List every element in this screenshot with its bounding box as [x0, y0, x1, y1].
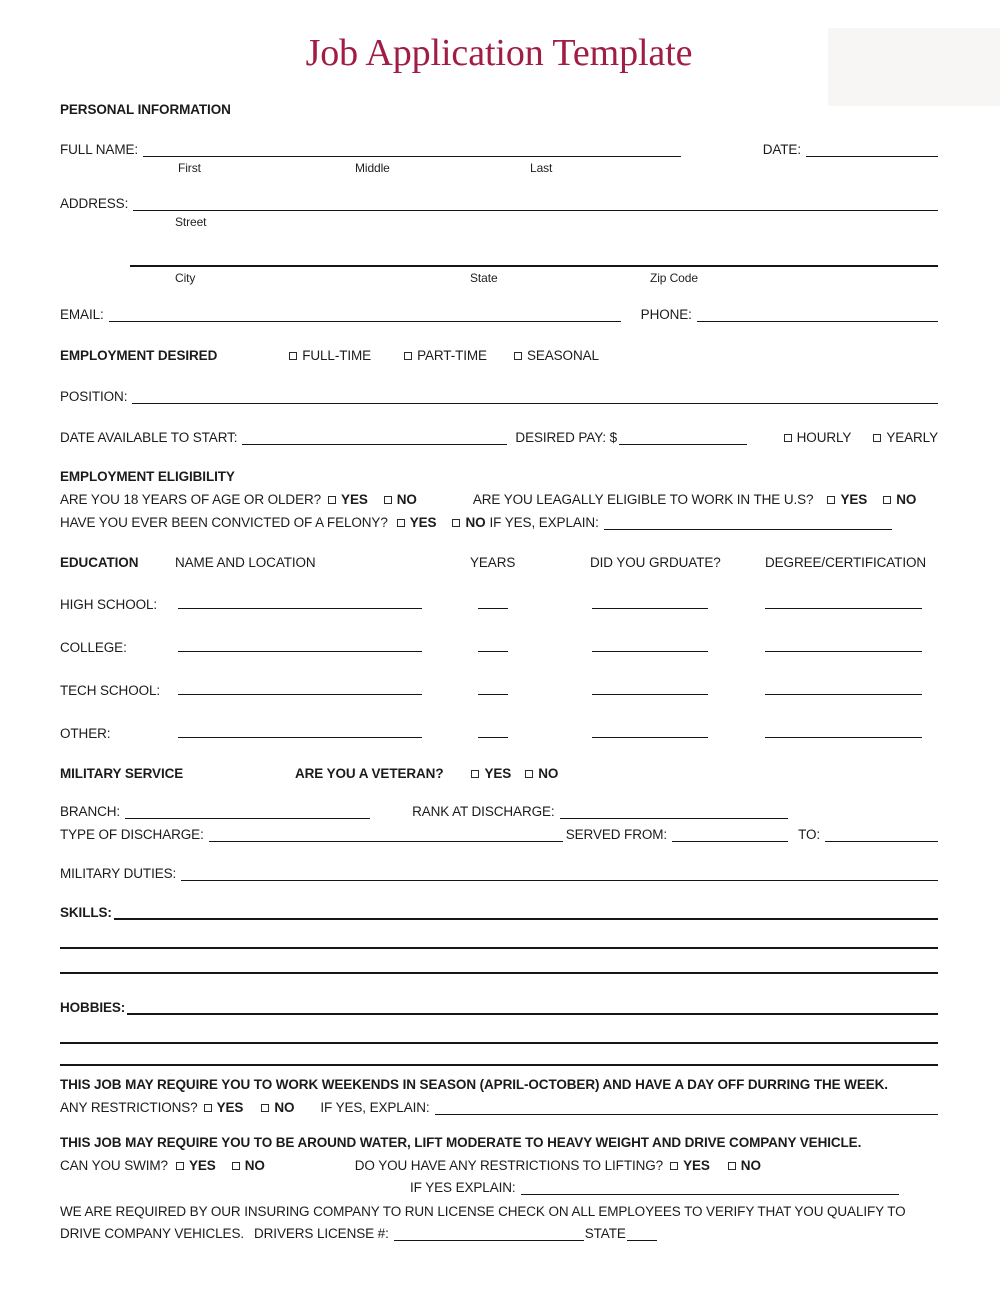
- yearly-option[interactable]: [873, 430, 938, 445]
- employment-desired-heading: EMPLOYMENT DESIRED: [60, 347, 218, 363]
- age-yes-label: YES: [341, 491, 368, 507]
- address-line2-field[interactable]: [130, 265, 938, 267]
- highschool-name-field[interactable]: [178, 595, 422, 609]
- swim-yes-label: YES: [188, 1157, 216, 1173]
- hobbies-field-line1[interactable]: [127, 1000, 938, 1015]
- restrictions-question: ANY RESTRICTIONS?: [60, 1099, 198, 1115]
- date-label: DATE:: [762, 141, 801, 157]
- lifting-yes-label: YES: [683, 1157, 710, 1173]
- served-from-label: SERVED FROM:: [565, 826, 668, 842]
- license-state-field[interactable]: [627, 1227, 657, 1241]
- age-question: ARE YOU 18 YEARS OF AGE OR OLDER?: [60, 491, 322, 507]
- work-no-option[interactable]: [883, 492, 916, 507]
- parttime-checkbox[interactable]: [404, 352, 412, 360]
- position-label: POSITION:: [60, 388, 128, 404]
- veteran-yes-checkbox[interactable]: [471, 770, 479, 778]
- veteran-no-option[interactable]: [525, 766, 558, 781]
- seasonal-label: SEASONAL: [526, 347, 599, 363]
- address-label: ADDRESS:: [60, 195, 129, 211]
- restrictions-yes-label: YES: [216, 1099, 244, 1115]
- felony-explain-field[interactable]: [604, 516, 892, 530]
- education-col-graduate: DID YOU GRDUATE?: [590, 554, 721, 570]
- techschool-graduate-field[interactable]: [592, 681, 708, 695]
- date-field[interactable]: [806, 143, 938, 157]
- age-no-label: NO: [396, 491, 417, 507]
- served-from-field[interactable]: [672, 828, 788, 842]
- yearly-checkbox[interactable]: [873, 434, 881, 442]
- page-title: Job Application Template: [305, 32, 693, 74]
- military-heading: MILITARY SERVICE: [60, 765, 184, 781]
- branch-label: BRANCH:: [60, 803, 121, 819]
- restrictions-explain-label: IF YES, EXPLAIN:: [320, 1099, 430, 1115]
- restrictions-no-label: NO: [274, 1099, 295, 1115]
- work-eligible-question: ARE YOU LEAGALLY ELIGIBLE TO WORK IN THE U.S?: [472, 491, 814, 507]
- felony-yes-label: YES: [409, 514, 437, 530]
- education-col-degree: DEGREE/CERTIFICATION: [765, 554, 927, 570]
- felony-yes-option[interactable]: [397, 515, 437, 530]
- full-name-field[interactable]: [143, 143, 681, 157]
- date-available-field[interactable]: [242, 431, 507, 445]
- lifting-question: DO YOU HAVE ANY RESTRICTIONS TO LIFTING?: [354, 1157, 664, 1173]
- phone-label: PHONE:: [640, 306, 692, 322]
- parttime-label: PART-TIME: [417, 347, 487, 363]
- restrictions-explain-field[interactable]: [435, 1101, 938, 1115]
- address-street-field[interactable]: [133, 197, 938, 211]
- lifting-yes-checkbox[interactable]: [670, 1162, 678, 1170]
- middle-name-caption: Middle: [355, 160, 390, 175]
- veteran-no-checkbox[interactable]: [525, 770, 533, 778]
- techschool-name-field[interactable]: [178, 681, 422, 695]
- lifting-explain-field[interactable]: [521, 1181, 899, 1195]
- age-yes-option[interactable]: [328, 492, 368, 507]
- yearly-label: YEARLY: [886, 429, 938, 445]
- other-graduate-field[interactable]: [592, 724, 708, 738]
- email-label: EMAIL:: [60, 306, 104, 322]
- restrictions-no-option[interactable]: [261, 1100, 294, 1115]
- felony-no-checkbox[interactable]: [452, 519, 460, 527]
- college-graduate-field[interactable]: [592, 638, 708, 652]
- lifting-explain-label: IF YES EXPLAIN:: [410, 1179, 516, 1195]
- drive-notice: DRIVE COMPANY VEHICLES.: [60, 1225, 244, 1241]
- education-heading: EDUCATION: [60, 554, 139, 570]
- served-to-label: TO:: [798, 826, 821, 842]
- skills-field-line1[interactable]: [114, 905, 938, 920]
- other-degree-field[interactable]: [765, 724, 922, 738]
- age-no-checkbox[interactable]: [384, 496, 392, 504]
- other-years-field[interactable]: [478, 724, 508, 738]
- skills-field-line2[interactable]: [60, 947, 938, 949]
- highschool-years-field[interactable]: [478, 595, 508, 609]
- work-yes-option[interactable]: [827, 492, 867, 507]
- lifting-no-label: NO: [740, 1157, 761, 1173]
- college-name-field[interactable]: [178, 638, 422, 652]
- drivers-license-label: DRIVERS LICENSE #:: [254, 1225, 389, 1241]
- work-yes-checkbox[interactable]: [827, 496, 835, 504]
- seasonal-checkbox[interactable]: [514, 352, 522, 360]
- hobbies-field-line2[interactable]: [60, 1042, 938, 1044]
- date-available-label: DATE AVAILABLE TO START:: [60, 429, 238, 445]
- restrictions-yes-option[interactable]: [204, 1100, 244, 1115]
- education-col-name: NAME AND LOCATION: [175, 554, 316, 570]
- college-years-field[interactable]: [478, 638, 508, 652]
- veteran-question: ARE YOU A VETERAN?: [295, 765, 444, 781]
- lifting-no-option[interactable]: [728, 1158, 761, 1173]
- position-field[interactable]: [132, 390, 938, 404]
- work-no-checkbox[interactable]: [883, 496, 891, 504]
- rank-field[interactable]: [560, 805, 788, 819]
- desired-pay-field[interactable]: [619, 431, 747, 445]
- lifting-no-checkbox[interactable]: [728, 1162, 736, 1170]
- age-yes-checkbox[interactable]: [328, 496, 336, 504]
- eligibility-heading: EMPLOYMENT ELIGIBILITY: [60, 468, 235, 484]
- education-col-years: YEARS: [470, 554, 516, 570]
- felony-explain-label: IF YES, EXPLAIN:: [489, 514, 599, 530]
- skills-label: SKILLS:: [60, 904, 112, 920]
- discharge-type-field[interactable]: [209, 828, 563, 842]
- hobbies-field-line3[interactable]: [60, 1064, 938, 1066]
- hourly-label: HOURLY: [796, 429, 852, 445]
- restrictions-no-checkbox[interactable]: [261, 1104, 269, 1112]
- full-name-label: FULL NAME:: [60, 141, 139, 157]
- city-caption: City: [175, 270, 196, 285]
- veteran-yes-option[interactable]: [471, 766, 511, 781]
- techschool-degree-field[interactable]: [765, 681, 922, 695]
- veteran-no-label: NO: [538, 765, 559, 781]
- highschool-degree-field[interactable]: [765, 595, 922, 609]
- hourly-checkbox[interactable]: [784, 434, 792, 442]
- age-no-option[interactable]: [384, 492, 417, 507]
- work-yes-label: YES: [840, 491, 868, 507]
- felony-no-option[interactable]: [452, 515, 485, 530]
- first-name-caption: First: [178, 160, 201, 175]
- branch-field[interactable]: [125, 805, 370, 819]
- fulltime-checkbox[interactable]: [289, 352, 297, 360]
- served-to-field[interactable]: [825, 828, 938, 842]
- education-row-label: HIGH SCHOOL:: [60, 596, 158, 612]
- swim-no-checkbox[interactable]: [232, 1162, 240, 1170]
- skills-field-line3[interactable]: [60, 972, 938, 974]
- education-row-label: OTHER:: [60, 725, 111, 741]
- swim-yes-checkbox[interactable]: [176, 1162, 184, 1170]
- techschool-years-field[interactable]: [478, 681, 508, 695]
- license-state-label: STATE: [584, 1225, 626, 1241]
- personal-information-heading: PERSONAL INFORMATION: [60, 101, 231, 117]
- felony-no-label: NO: [465, 514, 486, 530]
- fulltime-label: FULL-TIME: [302, 347, 372, 363]
- rank-label: RANK AT DISCHARGE:: [412, 803, 555, 819]
- parttime-option[interactable]: [404, 348, 487, 363]
- desired-pay-label: DESIRED PAY: $: [515, 429, 618, 445]
- hourly-option[interactable]: [784, 430, 852, 445]
- weekend-notice: THIS JOB MAY REQUIRE YOU TO WORK WEEKENDS IN SEASON (APRIL-OCTOBER) AND HAVE A DAY OFF DURRING THE WEEK.: [60, 1076, 888, 1092]
- felony-question: HAVE YOU EVER BEEN CONVICTED OF A FELONY?: [60, 514, 388, 530]
- state-caption: State: [470, 270, 498, 285]
- hobbies-label: HOBBIES:: [60, 999, 126, 1015]
- highschool-graduate-field[interactable]: [592, 595, 708, 609]
- swim-question: CAN YOU SWIM?: [60, 1157, 168, 1173]
- other-name-field[interactable]: [178, 724, 422, 738]
- seasonal-option[interactable]: [514, 348, 599, 363]
- zip-caption: Zip Code: [650, 270, 698, 285]
- swim-yes-option[interactable]: [176, 1158, 216, 1173]
- education-row-label: COLLEGE:: [60, 639, 127, 655]
- email-field[interactable]: [109, 308, 621, 322]
- street-caption: Street: [175, 214, 207, 229]
- insurance-notice: WE ARE REQUIRED BY OUR INSURING COMPANY TO RUN LICENSE CHECK ON ALL EMPLOYEES TO VERIFY THAT YOU QUALIFY TO: [60, 1203, 906, 1219]
- swim-no-option[interactable]: [232, 1158, 265, 1173]
- swim-no-label: NO: [244, 1157, 265, 1173]
- military-duties-field[interactable]: [181, 867, 938, 881]
- drivers-license-field[interactable]: [394, 1227, 584, 1241]
- phone-field[interactable]: [697, 308, 938, 322]
- lifting-yes-option[interactable]: [670, 1158, 710, 1173]
- college-degree-field[interactable]: [765, 638, 922, 652]
- last-name-caption: Last: [530, 160, 553, 175]
- veteran-yes-label: YES: [484, 765, 512, 781]
- restrictions-yes-checkbox[interactable]: [204, 1104, 212, 1112]
- fulltime-option[interactable]: [289, 348, 371, 363]
- work-no-label: NO: [896, 491, 917, 507]
- felony-yes-checkbox[interactable]: [397, 519, 405, 527]
- education-row-label: TECH SCHOOL:: [60, 682, 161, 698]
- discharge-type-label: TYPE OF DISCHARGE:: [60, 826, 204, 842]
- military-duties-label: MILITARY DUTIES:: [60, 865, 177, 881]
- water-notice: THIS JOB MAY REQUIRE YOU TO BE AROUND WATER, LIFT MODERATE TO HEAVY WEIGHT AND DRIVE COMPANY VEHICLE.: [60, 1134, 862, 1150]
